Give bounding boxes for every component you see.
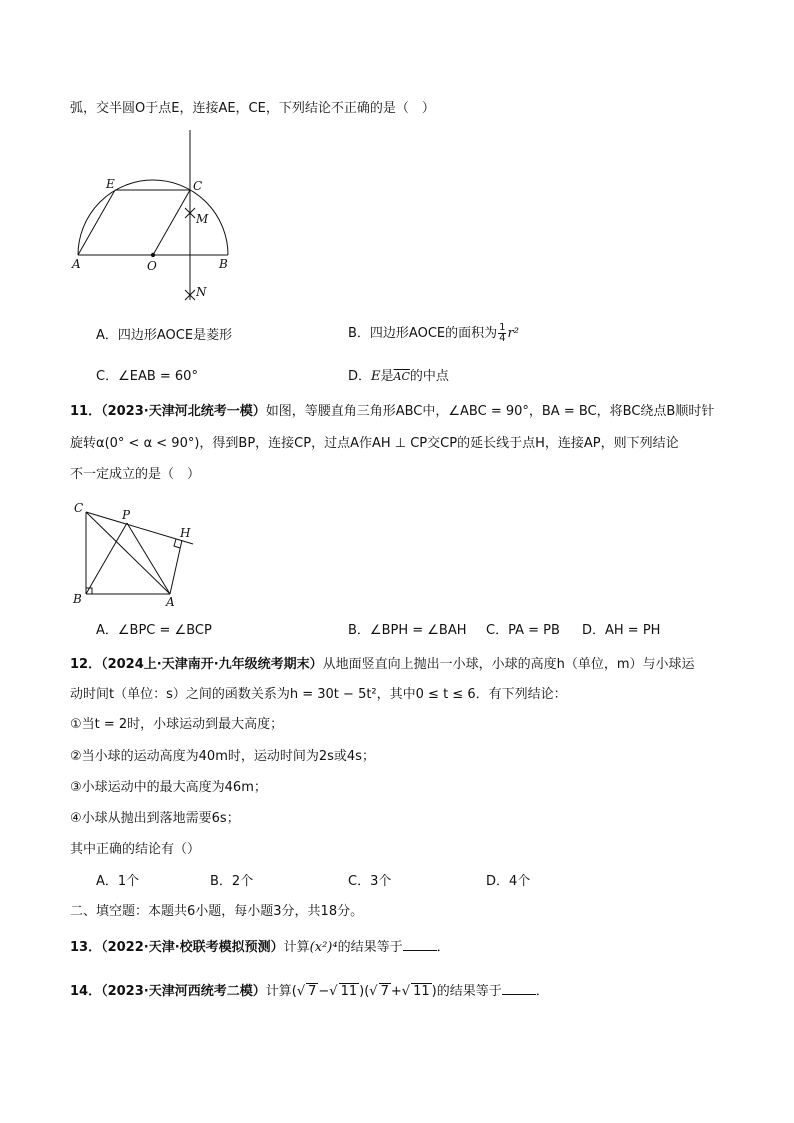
- segment-ah: [170, 540, 182, 594]
- label-m: M: [196, 212, 209, 226]
- label-b: B: [219, 257, 228, 271]
- segment-bp: [86, 523, 127, 594]
- fraction: $\frac{1}{4}$: [499, 322, 506, 344]
- q14-expression: (√ 7 −√ 11 )(√ 7 +√ 11 ): [291, 984, 437, 999]
- q14-line: 14．（2023·天津河西统考二模）计算(√ 7 −√ 11 )(√ 7 +√ 11 )的结果等于 ．: [70, 984, 549, 999]
- q11-line1: 11．（2023·天津河北统考一模）如图，等腰直角三角形ABC中，∠ABC = 90°，BA = BC，将BC绕点B顺时针: [70, 404, 715, 419]
- label-c: C: [193, 179, 203, 193]
- label-a: A: [166, 595, 175, 609]
- q11-line3: 不一定成立的是（ ）: [70, 467, 201, 482]
- q13-expression: (x²)⁴: [309, 940, 338, 955]
- q10-option-c: C．∠EAB = 60°: [96, 369, 198, 384]
- q10-option-b: B．四边形AOCE的面积为 $\frac{1}{4}$ r²: [348, 322, 519, 344]
- q12-item-2: ②当小球的运动高度为40m时，运动时间为2s或4s；: [70, 749, 375, 764]
- q11-option-c: C．PA = PB: [486, 623, 560, 638]
- label-e: E: [106, 177, 115, 191]
- answer-blank: [403, 938, 437, 951]
- q10-stem-tail: 弧，交半圆O于点E，连接AE，CE，下列结论不正确的是（ ）: [70, 101, 435, 116]
- label-n: N: [196, 285, 207, 299]
- label-a: A: [72, 257, 81, 271]
- q13-line: 13．（2022·天津·校联考模拟预测）计算(x²)⁴的结果等于 ．: [70, 940, 450, 955]
- q12-item-4: ④小球从抛出到落地需要6s；: [70, 811, 240, 826]
- q12-line1: 12．（2024上·天津南开·九年级统考期末）从地面竖直向上抛出一小球，小球的高度h（单位，m）与小球运: [70, 657, 695, 672]
- label-o: O: [147, 259, 157, 273]
- label-c: C: [74, 501, 84, 515]
- q12-line2: 动时间t（单位：s）之间的函数关系为h = 30t − 5t²，其中0 ≤ t ≤ 6．有下列结论：: [70, 687, 567, 702]
- q11-option-b: B．∠BPH = ∠BAH: [348, 623, 467, 638]
- q10-option-d: D．E是$\overline{AC}$的中点: [348, 369, 449, 384]
- q12-question: 其中正确的结论有（）: [70, 842, 201, 857]
- label-h: H: [180, 526, 191, 540]
- q11-line2: 旋转α(0° < α < 90°)，得到BP，连接CP，过点A作AH ⊥ CP交CP的延长线于点H，连接AP，则下列结论: [70, 436, 679, 451]
- q11-option-d: D．AH = PH: [582, 623, 661, 638]
- q12-item-3: ③小球运动中的最大高度为46m；: [70, 780, 267, 795]
- arc-ac: $\overline{AC}$: [393, 370, 410, 383]
- q12-option-a: A．1个: [96, 874, 140, 889]
- q12-option-d: D．4个: [486, 874, 531, 889]
- label-b: B: [73, 592, 82, 606]
- q12-option-b: B．2个: [210, 874, 254, 889]
- q10-option-a: A．四边形AOCE是菱形: [96, 328, 233, 343]
- label-p: P: [122, 508, 131, 522]
- q12-option-c: C．3个: [348, 874, 392, 889]
- q11-option-a: A．∠BPC = ∠BCP: [96, 623, 212, 638]
- q12-item-1: ①当t = 2时，小球运动到最大高度；: [70, 717, 284, 732]
- section-heading: 二、填空题：本题共6小题，每小题3分，共18分。: [70, 904, 364, 919]
- answer-blank: [502, 982, 536, 995]
